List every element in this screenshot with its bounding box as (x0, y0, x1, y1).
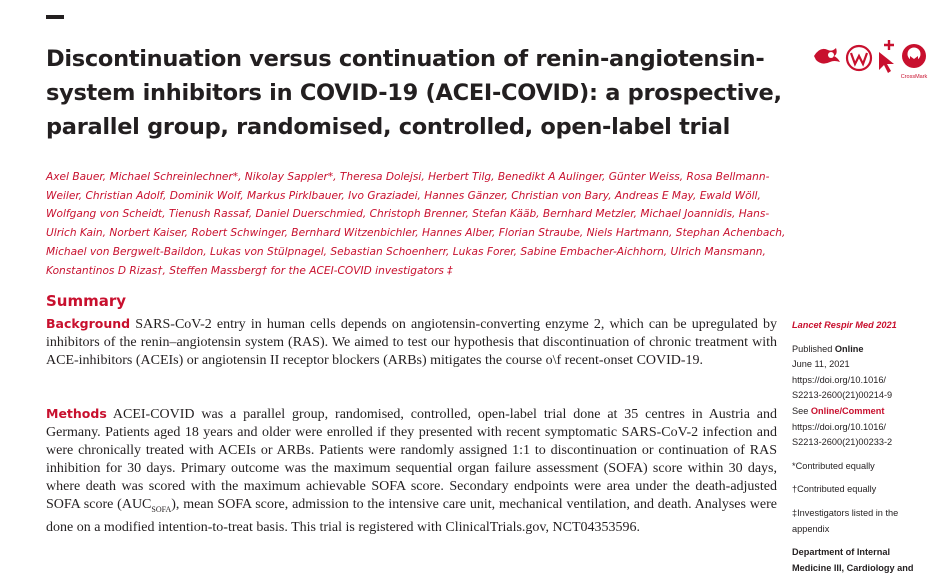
footnote-contributed-2: †Contributed equally (792, 484, 877, 495)
methods-label: Methods (46, 406, 107, 421)
doi-link-2b[interactable]: S2213-2600(21)00233-2 (792, 437, 893, 448)
background-text: SARS-CoV-2 entry in human cells depends on angiotensin-converting enzyme 2, which can be upregulated by inhibitors of the renin–angiotensin system (RAS). We aimed to test our hypothesis that discontinuation of chronic treatment with ACE-inhibitors (ACEIs) or angiotensin II receptor blockers (ARBs) mitigates the course o\f recent-onset COVID-19. (46, 317, 777, 368)
top-rule (46, 15, 64, 19)
see-comment-line (792, 404, 932, 420)
published-prefix: Published (792, 343, 835, 354)
published-online-label: Online (834, 343, 864, 354)
crossmark-label: CrossMark (900, 74, 928, 80)
doi-link-1b[interactable]: S2213-2600(21)00214-9 (792, 390, 893, 401)
footnote-investigators-b: appendix (792, 523, 830, 534)
summary-heading: Summary (46, 292, 127, 310)
open-access-w-icon[interactable] (845, 42, 875, 77)
author-list: Axel Bauer, Michael Schreinlechner*, Nikolay Sappler*, Theresa Dolejsi, Herbert Tilg, Benedikt A Aulinger, Günter Weiss, Rosa Bellmann-Weiler, Christian Adolf, Dominik Wolf, Markus Pirklbauer, Ivo Graziadei, Hannes Gänzer, Christian von Bary, Andreas E May, Ewald Wöll, Wolfgang von Scheidt, Tienush Rassaf, Daniel Duerschmied, Christoph Brenner, Stefan Kääb, Bernhard Metzler, Michael Joannidis, Hans-Ulrich Kain, Norbert Kaiser, Robert Schwinger, Bernhard Witzenbichler, Hannes Alber, Florian Straube, Niels Hartmann, Stephan Achenbach, Michael von Bergwelt-Baildon, Lukas von Stülpnagel, Sebastian Schoenherr, Lukas Forer, Sabine Embacher-Aichhorn, Ulrich Mansmann, Konstantinos D Rizas†, Steffen Massberg† for the ACEI-COVID investigators ‡ (46, 171, 786, 277)
plus-cursor-icon[interactable] (875, 40, 901, 79)
published-date: June 11, 2021 (792, 359, 850, 370)
doi-link-2a[interactable]: https://doi.org/10.1016/ (792, 421, 886, 432)
background-label: Background (46, 316, 131, 331)
published-line (792, 342, 932, 358)
doi-link-1a[interactable]: https://doi.org/10.1016/ (792, 374, 886, 385)
affiliation-dept-b: Medicine III, Cardiology and (792, 562, 914, 573)
affiliation-dept-a: Department of Internal (792, 547, 891, 558)
article-badges (812, 38, 932, 88)
footnote-investigators-a: ‡Investigators listed in the (792, 507, 899, 518)
methods-paragraph (46, 405, 777, 537)
methods-subscript: SOFA (151, 504, 172, 514)
article-title: Discontinuation versus continuation of renin-angiotensin-system inhibitors in COVID-19 (ACEI-COVID): a prospective, parallel group, randomised, controlled, open-label trial (46, 46, 782, 140)
crossmark-badge[interactable] (899, 43, 929, 80)
methods-text-2: ), mean SOFA score, admission to the intensive care unit, mechanical ventilation, and death. Analyses were done on a modified intention-to-treat basis. This trial is registered with ClinicalTrials.gov, NCT04353596. (46, 497, 777, 535)
methods-text-1: ACEI-COVID was a parallel group, randomised, controlled, open-label trial done at 35 centres in Austria and Germany. Patients aged 18 years and older were enrolled if they presented with recent symptomatic SARS-CoV-2 infection and were chronically treated with ACEIs or ARBs. Patients were randomly assigned 1:1 to discontinuation or continuation of RAS inhibition for 30 days. Primary outcome was the maximum sequential organ failure assessment (SOFA) score within 30 days, where death was scored with the maximum achievable SOFA score. Secondary endpoints were area under the death-adjusted SOFA score (AUC (46, 407, 777, 512)
online-comment-link[interactable]: Online/Comment (810, 405, 885, 416)
journal-citation: Lancet Respir Med 2021 (792, 320, 897, 330)
background-paragraph (46, 315, 777, 370)
crossmark-icon (901, 43, 927, 69)
footnote-contributed-1: *Contributed equally (792, 460, 875, 471)
article-sidebar (792, 318, 932, 576)
lancet-logo-icon[interactable] (812, 44, 842, 73)
see-prefix: See (792, 405, 811, 416)
